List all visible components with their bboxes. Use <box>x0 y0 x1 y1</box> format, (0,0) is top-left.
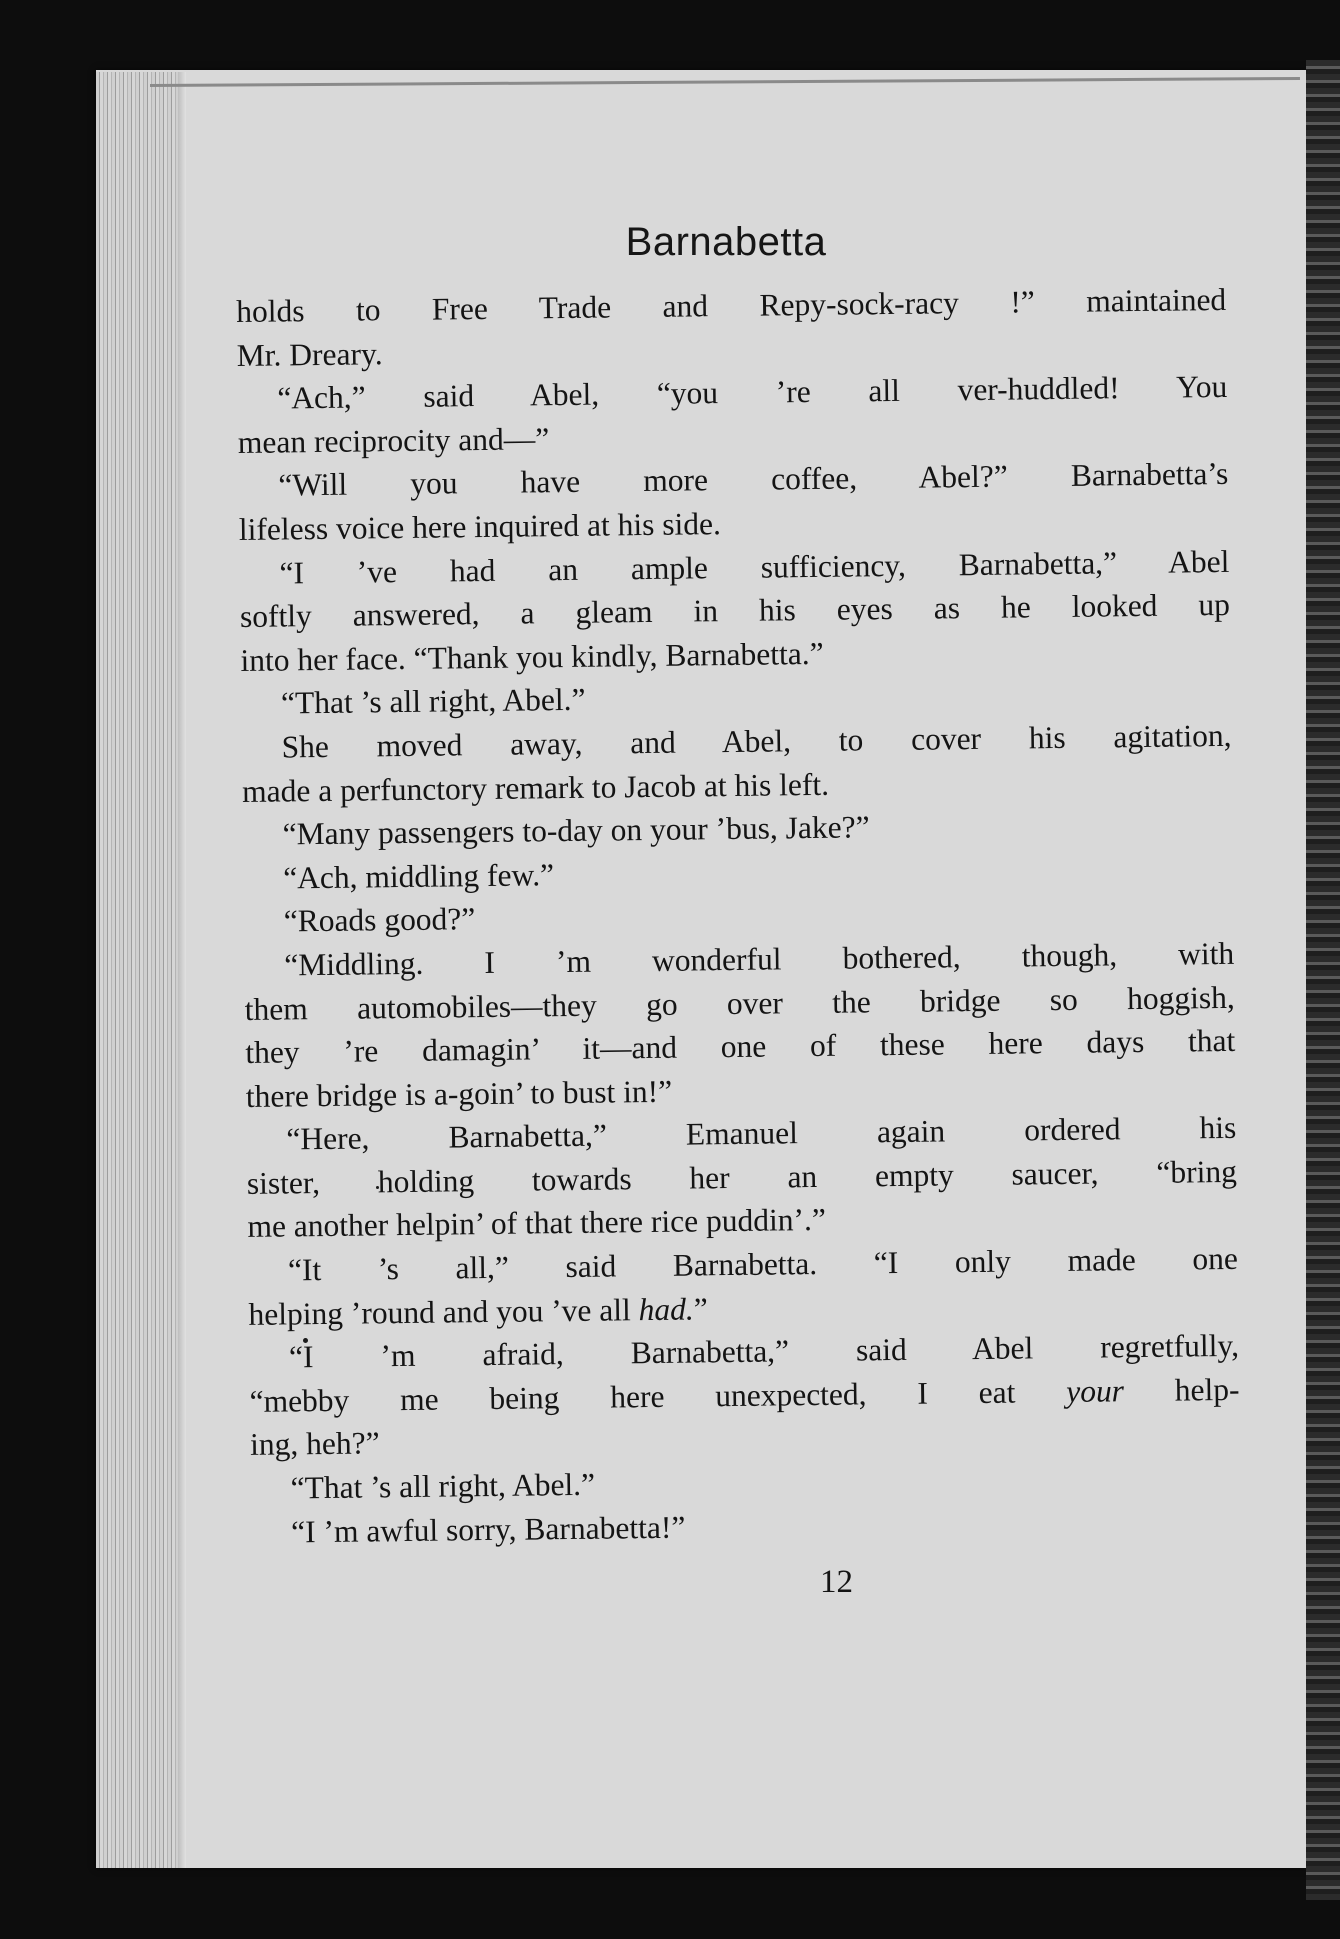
text-line: “I ’m afraid, Barnabetta,” said Abel regretfully, <box>288 1328 1240 1375</box>
text-line: softly answered, a gleam in his eyes as he looked up <box>239 587 1231 635</box>
page-edges-left <box>96 72 186 1868</box>
text-line: “I ’m awful sorry, Barnabetta!” <box>290 1509 686 1550</box>
text-line: “Roads good?” <box>283 901 476 939</box>
binding-edge-right <box>1306 60 1340 1900</box>
text-line: She moved away, and Abel, to cover his agitation, <box>281 717 1232 765</box>
text-line: they ’re damagin’ it—and one of these here days that <box>245 1022 1236 1071</box>
text-line: there bridge is a-goin’ to bust in!” <box>245 1073 673 1114</box>
text-line: “That ’s all right, Abel.” <box>290 1466 596 1506</box>
text-line: “Ach, middling few.” <box>282 856 555 896</box>
text-line: “Ach,” said Abel, “you ’re all ver-huddled! You <box>277 369 1228 416</box>
italic-word: had. <box>638 1291 694 1327</box>
text-line: “Here, Barnabetta,” Emanuel again ordered his <box>286 1110 1237 1157</box>
text-line: them automobiles—they go over the bridge so hoggish, <box>244 979 1235 1027</box>
text-run: helping ’round and you ’ve all <box>248 1291 639 1332</box>
text-line: Mr. Dreary. <box>236 335 383 373</box>
text-run: help- <box>1123 1371 1240 1409</box>
text-line: “That ’s all right, Abel.” <box>280 682 586 721</box>
text-run: “mebby me being here unexpected, I eat <box>249 1373 1067 1419</box>
page-number: 12 <box>820 1564 853 1600</box>
running-head: Barnabetta <box>625 220 827 264</box>
text-line: mean reciprocity and—” <box>237 420 550 460</box>
text-line: “Will you have more coffee, Abel?” Barnabetta’s <box>278 456 1229 503</box>
text-run: ” <box>693 1290 708 1327</box>
text-line: lifeless voice here inquired at his side. <box>238 506 722 547</box>
text-line: me another helpin’ of that there rice puddin’.” <box>247 1202 827 1245</box>
text-line: “It ’s all,” said Barnabetta. “I only made one <box>287 1240 1239 1288</box>
text-line: holds to Free Trade and Repy-sock-racy !” maintained <box>236 281 1227 329</box>
text-line: “Many passengers to-day on your ’bus, Jake?” <box>282 809 870 852</box>
body-text <box>236 278 1241 1554</box>
text-line: “I ’ve had an ample sufficiency, Barnabetta,” Abel <box>279 543 1230 591</box>
text-line: “Middling. I ’m wonderful bothered, though, with <box>284 935 1235 983</box>
text-line: made a perfunctory remark to Jacob at his left. <box>241 766 830 809</box>
text-line: sister, holding towards her an empty saucer, “bring <box>246 1153 1238 1201</box>
text-line: ing, heh?” <box>249 1425 380 1463</box>
italic-word: your <box>1065 1373 1125 1409</box>
text-line: into her face. “Thank you kindly, Barnabetta.” <box>240 635 824 678</box>
